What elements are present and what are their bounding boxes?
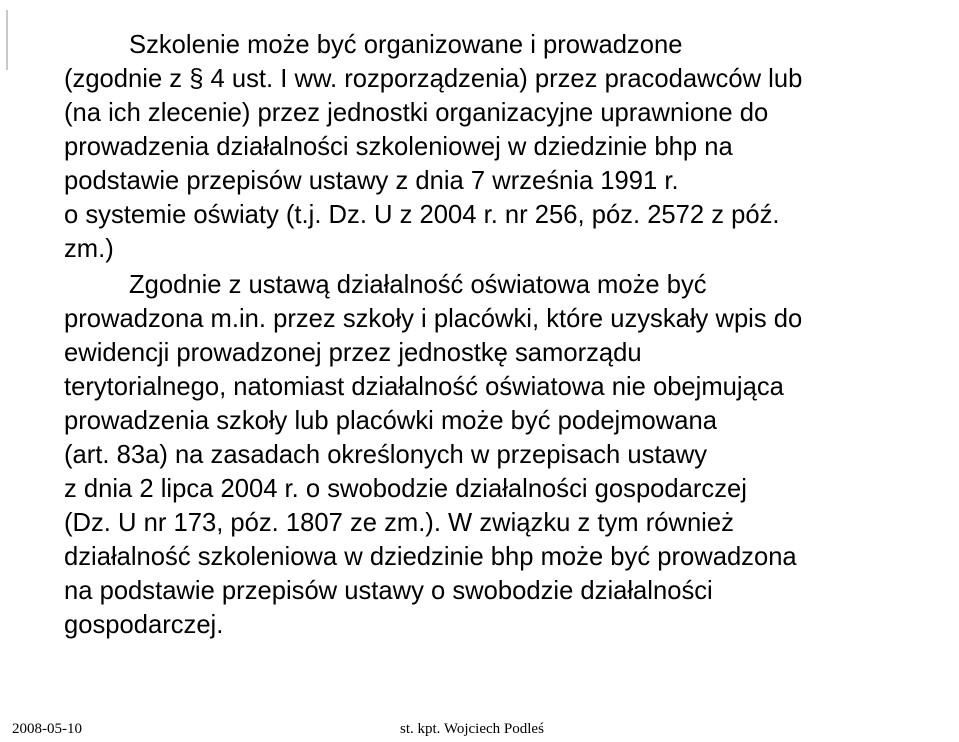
footer-date: 2008-05-10 bbox=[12, 721, 82, 737]
slide-body bbox=[64, 28, 944, 642]
paragraph-2-line: działalność szkoleniowa w dziedzinie bhp może być prowadzona bbox=[64, 543, 797, 571]
paragraph-2-line: Zgodnie z ustawą działalność oświatowa może być bbox=[129, 271, 707, 299]
corner-rule bbox=[6, 10, 8, 70]
paragraph-1-line: zm.) bbox=[64, 235, 114, 263]
paragraph-2-line: na podstawie przepisów ustawy o swobodzie działalności bbox=[64, 577, 713, 605]
paragraph-2-line: (Dz. U nr 173, póz. 1807 ze zm.). W związku z tym również bbox=[64, 509, 734, 537]
footer-author: st. kpt. Wojciech Podleś bbox=[400, 721, 544, 737]
paragraph-1-line: (zgodnie z § 4 ust. I ww. rozporządzenia) przez pracodawców lub bbox=[64, 65, 803, 93]
paragraph-1 bbox=[64, 28, 944, 266]
paragraph-2-line: (art. 83a) na zasadach określonych w przepisach ustawy bbox=[64, 441, 708, 469]
paragraph-2 bbox=[64, 268, 944, 642]
paragraph-2-line: terytorialnego, natomiast działalność oświatowa nie obejmująca bbox=[64, 373, 784, 401]
paragraph-1-line: (na ich zlecenie) przez jednostki organizacyjne uprawnione do bbox=[64, 99, 769, 127]
paragraph-2-line: z dnia 2 lipca 2004 r. o swobodzie działalności gospodarczej bbox=[64, 475, 747, 503]
paragraph-2-line: prowadzona m.in. przez szkoły i placówki, które uzyskały wpis do bbox=[64, 305, 803, 333]
paragraph-1-line: prowadzenia działalności szkoleniowej w dziedzinie bhp na bbox=[64, 133, 733, 161]
paragraph-2-line: prowadzenia szkoły lub placówki może być podejmowana bbox=[64, 407, 717, 435]
paragraph-1-line: podstawie przepisów ustawy z dnia 7 września 1991 r. bbox=[64, 167, 679, 195]
paragraph-2-line: ewidencji prowadzonej przez jednostkę samorządu bbox=[64, 339, 642, 367]
paragraph-1-line: Szkolenie może być organizowane i prowadzone bbox=[129, 31, 683, 59]
paragraph-2-line: gospodarczej. bbox=[64, 611, 224, 639]
paragraph-1-line: o systemie oświaty (t.j. Dz. U z 2004 r. nr 256, póz. 2572 z póź. bbox=[64, 201, 780, 229]
